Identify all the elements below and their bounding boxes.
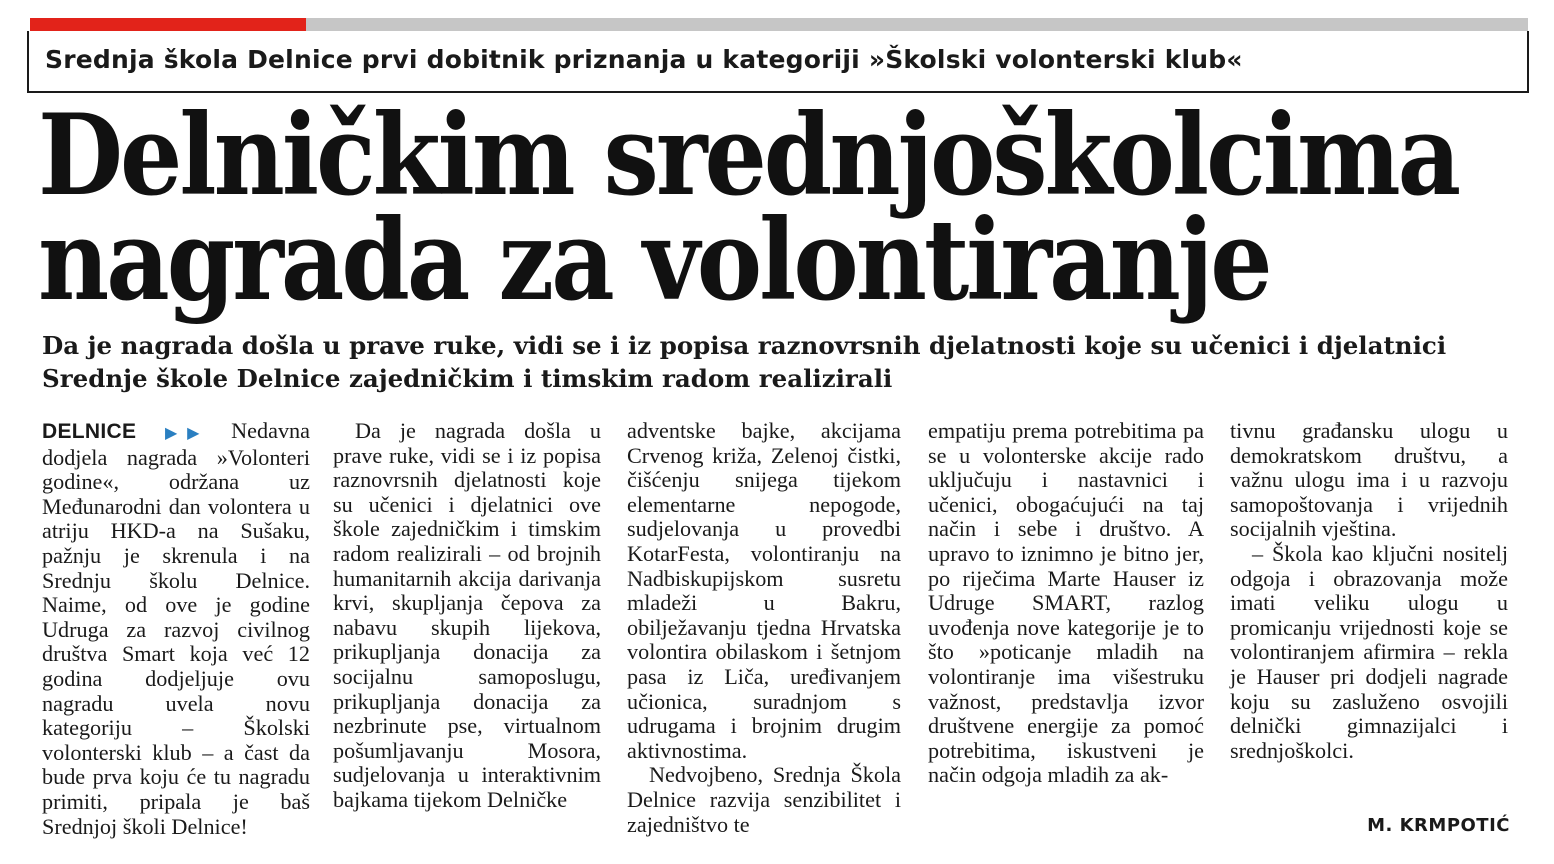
column-2-paragraph: Da je nagrada došla u prave ruke, vidi se i iz popisa raznovrsnih djelatnosti koje su učenici i djelatnici ove škole zajedničkim i timskim radom realizirali – od brojnih humanitarnih akcija darivanja krvi, skupljanja čepova za nabavu skupih lijekova, prikupljanja donacija za socijalnu samoposlugu, prikupljanja donacija za nezbrinute pse, virtualnom pošumljavanju Mosora, sudjelovanja u interaktivnim bajkama tijekom Delničke xyxy=(333,418,601,812)
column-1 xyxy=(42,419,310,839)
headline-line-2: nagrada za volontiranje xyxy=(38,195,1270,327)
column-5-paragraph-2: – Škola kao ključni nositelj odgoja i obrazovanja može imati veliku ulogu u promicanju vrijednosti koje se volontiranjem afirmira – rekla je Hauser pri dodjeli nagrade koju su zasluženo osvojili delnički gimnazijalci i srednjoškolci. xyxy=(1230,540,1508,763)
kicker-box xyxy=(27,31,1529,93)
byline: M. KRMPOTIĆ xyxy=(1367,815,1510,836)
deck: Da je nagrada došla u prave ruke, vidi se i iz popisa raznovrsnih djelatnosti koje su učenici i djelatnici Srednje škole Delnice zajedničkim i timskim radom realizirali xyxy=(42,331,1447,393)
column-2 xyxy=(333,419,601,813)
kicker: Srednja škola Delnice prvi dobitnik priznanja u kategoriji »Školski volonterski klub« xyxy=(45,45,1243,74)
headline xyxy=(38,90,1528,327)
column-5 xyxy=(1230,419,1508,763)
column-4-paragraph: empatiju prema potrebitima pa se u volonterske akcije rado uključuju i nastavnici i učenici, obogaćujući na taj način i sebe i društvo. A upravo to iznimno je bitno jer, po riječima Marte Hauser iz Udruge SMART, razlog uvođenja nove kategorije je to što »poticanje mladih na volontiranje ima višestruku važnost, predstavlja izvor društvene energije za pomoć potrebitima, iskustveni je način odgoja mladih za ak- xyxy=(928,418,1204,788)
column-1-paragraph xyxy=(42,419,310,839)
headline-line-1: Delničkim srednjoškolcima xyxy=(38,90,1459,222)
top-rule-red xyxy=(30,18,306,31)
column-3-paragraph-2: Nedvojbeno, Srednja Škola Delnice razvija senzibilitet i zajedništvo te xyxy=(627,762,901,837)
column-4 xyxy=(928,419,1204,788)
column-3 xyxy=(627,419,901,837)
dateline: DELNICE xyxy=(42,420,137,443)
dateline-arrows-icon: ▶▶ xyxy=(152,423,210,442)
column-1-text: Nedavna dodjela nagrada »Volonteri godine«, održana uz Međunarodni dan volontera u atriju HKD-a na Sušaku, pažnju je skrenula i na Srednju školu Delnice. Naime, od ove je godine Udruga za razvoj civilnog društva Smart koja već 12 godina dodjeljuje ovu nagradu uvela novu kategoriju – Školski volonterski klub – a čast da bude prva koju će tu nagradu primiti, pripala je baš Srednjoj školi Delnice! xyxy=(42,418,310,839)
column-5-paragraph-1: tivnu građansku ulogu u demokratskom društvu, a važnu ulogu ima i u razvoju samopoštovanja i vrijednih socijalnih vještina. xyxy=(1230,418,1508,542)
column-3-paragraph-1: adventske bajke, akcijama Crvenog križa, Zelenoj čistki, čišćenju snijega tijekom elementarne nepogode, sudjelovanja u provedbi KotarFesta, volontiranju na Nadbiskupijskom susretu mladeži u Bakru, obilježavanju tjedna Hrvatska volontira obilaskom i šetnjom pasa iz Liča, uređivanjem učionica, suradnjom s udrugama i brojnim drugim aktivnostima. xyxy=(627,418,901,763)
